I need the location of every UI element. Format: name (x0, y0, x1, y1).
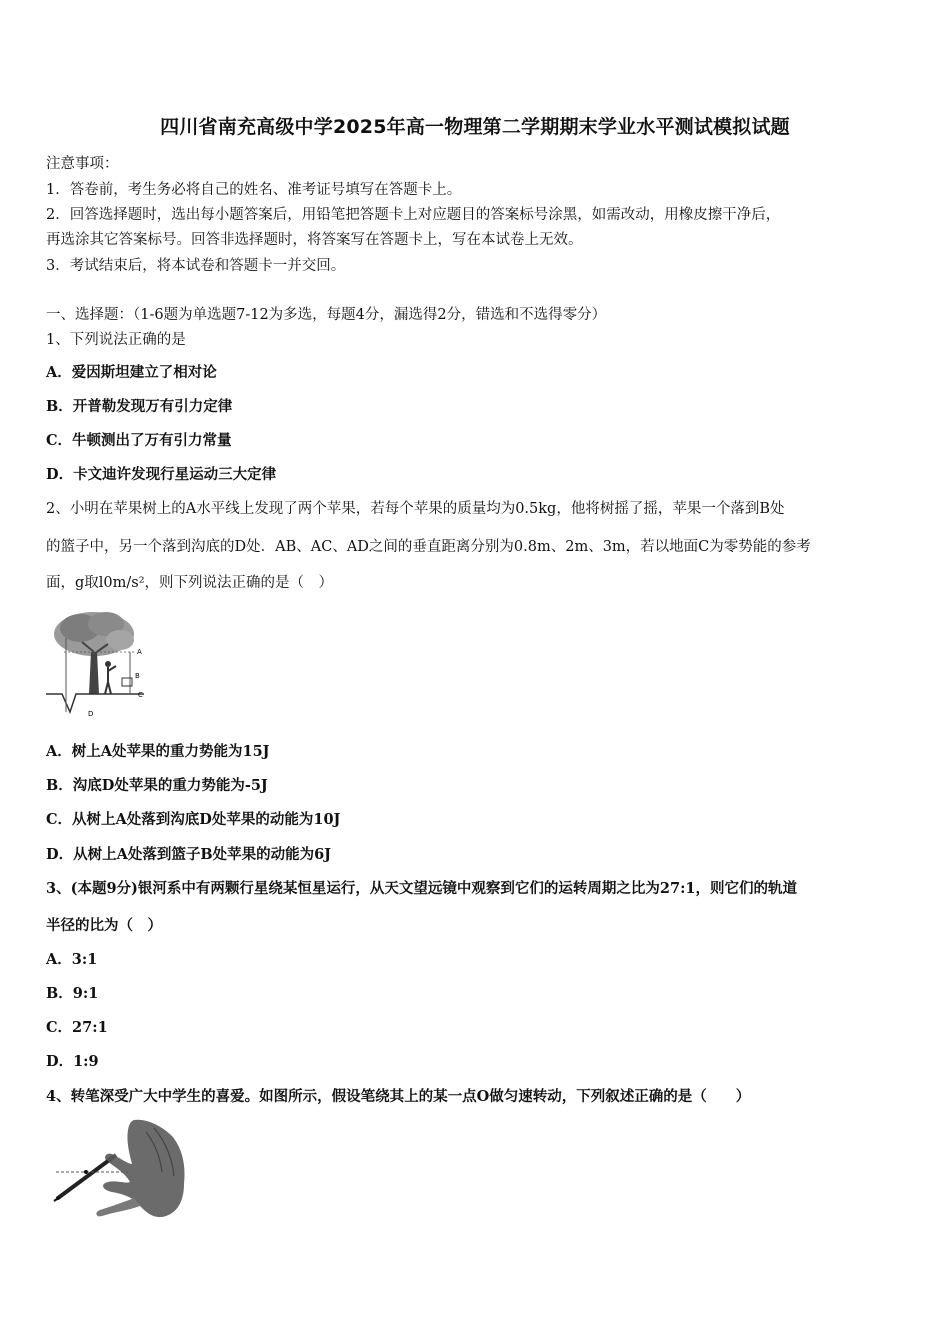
q1-option-a: A．爱因斯坦建立了相对论 (46, 364, 217, 381)
apple-tree-figure (44, 608, 154, 720)
q1-option-d: D．卡文迪许发现行星运动三大定律 (46, 466, 277, 483)
pen-spinning-hand-figure (50, 1112, 190, 1224)
page-title: 四川省南充高级中学2025年高一物理第二学期期末学业水平测试模拟试题 (160, 116, 790, 138)
label-d: D (88, 710, 94, 718)
section-heading: 一、选择题：（1-6题为单选题7-12为多选，每题4分，漏选得2分，错选和不选得零分） (46, 307, 607, 323)
notice-item-3: 3．考试结束后，将本试卷和答题卡一并交回。 (46, 258, 346, 274)
q3-option-c: C．27:1 (46, 1019, 108, 1036)
q3-stem-line-1: 3、(本题9分)银河系中有两颗行星绕某恒星运行，从天文望远镜中观察到它们的运转周期之比为27:1，则它们的轨道 (46, 880, 798, 897)
q4-stem: 4、转笔深受广大中学生的喜爱。如图所示，假设笔绕其上的某一点O做匀速转动，下列叙述正确的是（ ） (46, 1088, 751, 1105)
q2-stem-line-2: 的篮子中，另一个落到沟底的D处．AB、AC、AD之间的垂直距离分别为0.8m、2m、3m，若以地面C为零势能的参考 (46, 539, 811, 555)
notice-item-2-cont: 再选涂其它答案标号。回答非选择题时，将答案写在答题卡上，写在本试卷上无效。 (46, 232, 583, 248)
pen (54, 1155, 116, 1201)
q1-stem: 1、下列说法正确的是 (46, 332, 186, 348)
label-b: B (135, 672, 140, 680)
q1-option-b: B．开普勒发现万有引力定律 (46, 398, 233, 415)
q3-option-a: A．3:1 (46, 951, 98, 968)
q2-stem-line-1: 2、小明在苹果树上的A水平线上发现了两个苹果，若每个苹果的质量均为0.5kg，他将树摇了摇，苹果一个落到B处 (46, 501, 785, 517)
hand-shape (96, 1120, 184, 1217)
pivot-point-o (84, 1170, 88, 1174)
notice-heading: 注意事项： (46, 156, 119, 172)
q2-stem-line-3: 面，g取l0m/s²，则下列说法正确的是（ ） (46, 575, 334, 591)
q3-stem-line-2: 半径的比为（ ） (46, 917, 162, 934)
q1-option-c: C．牛顿测出了万有引力常量 (46, 432, 232, 449)
q3-option-b: B．9:1 (46, 985, 99, 1002)
label-a: A (137, 648, 142, 656)
q3-option-d: D．1:9 (46, 1053, 99, 1070)
q2-option-d: D．从树上A处落到篮子B处苹果的动能为6J (46, 846, 332, 863)
notice-item-2: 2．回答选择题时，选出每小题答案后，用铅笔把答题卡上对应题目的答案标号涂黑，如需改动，用橡皮擦干净后， (46, 207, 781, 223)
q2-option-a: A．树上A处苹果的重力势能为15J (46, 743, 270, 760)
label-c: C (138, 691, 143, 699)
notice-item-1: 1．答卷前，考生务必将自己的姓名、准考证号填写在答题卡上。 (46, 182, 462, 198)
person-figure (105, 661, 116, 694)
q2-option-c: C．从树上A处落到沟底D处苹果的动能为10J (46, 811, 341, 828)
q2-option-b: B．沟底D处苹果的重力势能为-5J (46, 777, 268, 794)
